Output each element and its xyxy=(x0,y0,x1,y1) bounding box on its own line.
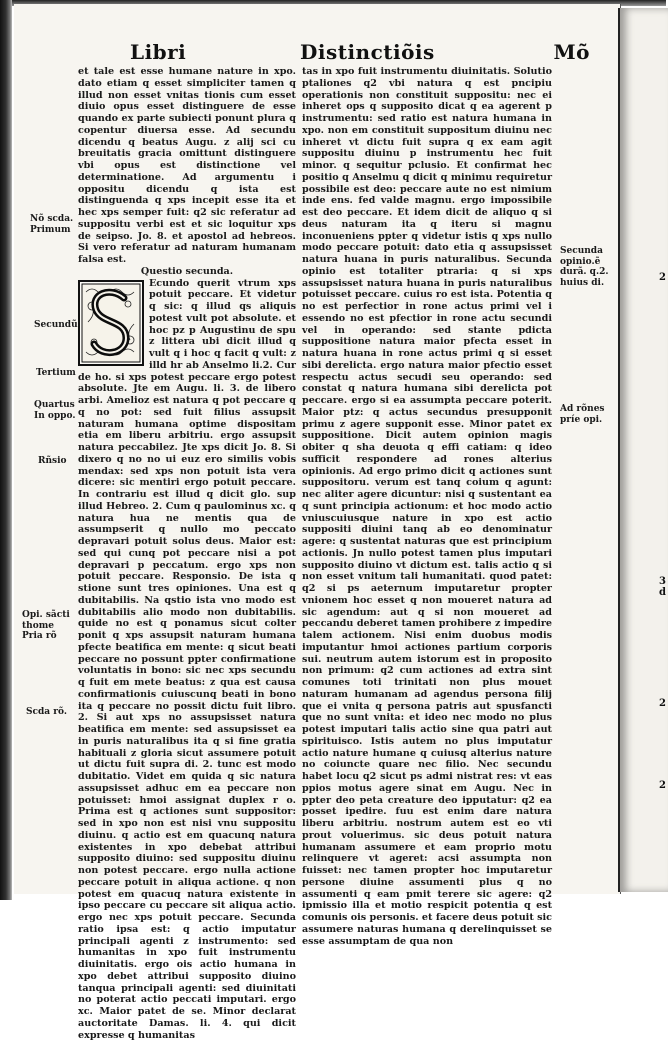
left-column-text-body xyxy=(78,278,296,1041)
margin-gloss-opinio-thome: Opi. sãcti thome Pria rõ xyxy=(22,610,70,642)
margin-gloss-quartus: Quartus In oppo. xyxy=(34,400,75,421)
margin-gloss-tertium: Tertium xyxy=(36,368,76,379)
margin-gloss-secunda-ratio: Scda rõ. xyxy=(26,707,67,718)
margin-gloss-ad-rones: Ad rõnes príe opi. xyxy=(560,404,605,425)
scan-edge-left xyxy=(0,0,12,900)
left-column-continuation: Ecundo querit vtrum xps potuit peccare. Et videtur q sic: q illud qs aliquis potest vult pot absolute. et hoc pz p Augustinu de spu z littera ubi dicit illud q vult q i hoc q facit q vult: z illd hr ab Anselmo li.2. Cur de ho. si xps potest peccare ergo potest absolute. Jte em Augu. li. 3. de libero arbi. Amelioz est natura q pot peccare q q no pot: sed fuit filius assupsit naturam humana optime dispositam etia em liberu arbitriu. ergo assupsit natura peccabilez. Jte xps dicit Jo. 8. Si dixero q no no ui euz ero similis vobis mendax: sed xps non potuit ista vera dicere: sic mentiri ergo potuit peccare. In contrariu est illud q dicit glo. sup illud Hebreo. 2. Cum q paulominus xc. q natura hua ne mentis qua de assumpserit q nullo mo peccato depravari potuit solus deus. Maior est: sed qui cunq pot peccare nisi a pot depravari p peccatum. ergo xps non potuit peccare. Responsio. De ista q stione sunt tres opiniones. Una est q dubitabilis. Na qstio ista vno modo est dubitabilis alio modo non dubitabilis. quide no est q ponamus sicut colter ponit q xps assupsit naturam humana pfecte beatifica em mente: q sicut beati peccare no possunt ppter confirmatione voluntatis in bono: sic nec xps secundu q fuit em mete beatus: z qua est causa confirmationis cuiuscunq beati in bono ita q peccare no possit dictu fuit libro. 2. Si aut xps no assupsisset natura beatifica em mente: sed assupsisset ea in puris naturalibus ita q si fine gratia habituali z gloria sicut assumere potuit ut dictu fuit supra di. 2. tunc est modo dubitatio. Videt em quida q sic natura assupsisset adhuc em ea peccare non potuisset: hmoi assignat duplex r o. Prima est q actiones sunt suppositor: sed in xpo non est nisi vnu suppositu diuinu. q actio est em quacunq natura existentes in xpo debebat attribui supposito diuino: sed suppositu diuinu non potest peccare. ergo nulla actione peccare potuit in aliqua actione. q non potest em quacuq natura existente in ipso peccare cu peccare sit aliqua actio. ergo nec xps potuit peccare. Secunda ratio ipsa est: q actio imputatur principali agenti z instrumento: sed humanitas in xpo fuit instrumentu diuinitatis. ergo ois actio humana in xpo debet attribui supposito diuino tanqua principali agenti: sed diuinitati no poterat actio peccati imputari. ergo xc. Maior patet de se. Minor declarat auctoritate Damas. li. 4. qui dicit expresse q humanitas xyxy=(78,278,296,1041)
right-text-column xyxy=(302,66,552,886)
running-head-right: Mõ xyxy=(554,40,590,64)
margin-gloss-primum: Nõ scda. Primum xyxy=(30,214,73,235)
adjacent-page-edge xyxy=(618,8,668,892)
margin-gloss-responsio: Rñsio xyxy=(38,456,67,467)
adjacent-page-mark: 2 xyxy=(659,780,666,791)
margin-gloss-secundum: Secundũ xyxy=(34,320,78,331)
running-head xyxy=(120,40,590,66)
adjacent-page-mark: 2 xyxy=(659,698,666,709)
left-column-text-top: et tale est esse humane nature in xpo. dato etiam q esset simpliciter tamen q illud non esset vnitas tionis cum esset diuio opus esset distinguere de esse quando ex parte subiecti ponunt plura q copentur diuersa esse. Ad secundu dicendu q beatus Augu. z alij sci cu breuitatis gracia omittunt distinguere vbi opus est distinctione vel determinatione. Ad argumentu i oppositu dicendu q ista est distinguenda q xps incepit esse ita et hec xps semper fuit: q2 sic referatur ad suppositu verbi est et sic loquitur xps de seipso. Jo. 8. et apostol ad hebreos. Si vero referatur ad naturam humanam falsa est. xyxy=(78,66,296,266)
right-column-text: tas in xpo fuit instrumentu diuinitatis. Solutio ptaliones q2 vbi natura q est pncipiu operationis non constituit suppositu: nec ei inheret ops q supposito dicat q ea agerent p instrumentu: sed ratio est natura humana in xpo. non em constituit suppositum diuinu nec inheret vt dictu fuit supra q ex eam agit suppositu diuinu p instrumentu hec fuit minor. q sequitur pclusio. Et confirmat hec positio q Anselmu q dicit q minimu requiretur possibile est deo: peccare aute no est nimium inde ens. fed valde magnu. ergo impossibile est deo peccare. Et idem dicit de aliquo q si deus naturam ita q iteru si magnu inconueniens ppter q videtur istis q xps nullo modo peccare potuit: dato etia q assupsisset natura huana in puris naturalibus. Secunda opinio est totaliter ptraria: q si xps assupsisset natura huana in puris naturalibus potuisset peccare. cuius ro est ista. Potentia q no est perfectior in rone actus primi vel i essendo no est pfectior in rone actu secundi vel in operando: sed stante pdicta suppositione natura maior pfecta esset in natura huana in rone actus primi q si esset sibi derelicta. ergo natura maior pfectio esset respectu actus secudi seu operando: sed constat q natura humana sibi derelicta pot peccare. ergo si ea assumpta peccare poterit. Maior ptz: q actus secundus presupponit primu z agere supponit esse. Minor patet ex suppositione. Dicit autem opinion magis obiter q sha deuota q effi catiam: q ideo sufficit respondere ad rones alterius opinionis. Ad ergo primo dicit q actiones sunt suppositoru. verum est tanq coium q agunt: nec aliter agere dicuntur: nisi q sustentant ea q sunt principia actionum: et hoc modo actio vniuscuiusque nature in xpo est actio suppositi diuini tanq ab eo denominatur agere: q sustentat naturas que est principium actionis. Jn nullo potest tamen plus imputari supposito diuino vt dictum est. talis actio q si non esset vnitum tali humanitati. quod patet: q2 si ps aeternum imputaretur propter vnionem hoc esset q non moueret natura ad sic agendum: aut q si non moueret ad peccandu deberet tamen prohibere z impedire talem actionem. Nisi enim duobus modis imputantur hmoi actiones partium corporis sui. neutrum autem istorum est in proposito non primum: q2 cum actiones ad extra sint comunes toti trinitati non plus mouet naturam humanam ad agendus persona filij que ei vnita q persona patris aut spusfancti que no sunt vnita: et ideo nec modo no plus potest imputari talis actio sine qua patri aut spirituisco. Istis autem no plus imputatur actio nature humane q cuiusq alterius nature no coiuncte quare nec filio. Nec secundu habet locu q2 sicut ps admi nistrat res: vt eas ppios motus agere sinat em Augu. Nec in ppter deo peta creature deo ipputatur: q2 ea posset ipedire. fuu est enim dare natura liberu arbitriu. nostrum autem est eo vti prout voluerimus. sic deus potuit natura humanam assumere et eam proprio motu relinquere vt ageret: acsi assumpta non fuisset: nec tamen propter hoc imputaretur persone diuine assumenti plus q no assumenti q eam pmit terere sic agere: q2 ipmissio illa et motio respicit potentia q est comunis ois personis. et facere deus potuit sic assumere naturas humana q derelinquisset se esse assumptam de qua non xyxy=(302,66,552,947)
running-head-center: Distinctiõis xyxy=(300,40,435,64)
adjacent-page-mark: 3 d xyxy=(659,576,666,598)
question-heading: Questio secunda. xyxy=(78,266,296,278)
decorated-initial-s-icon xyxy=(78,280,144,366)
adjacent-page-mark: 2 xyxy=(659,272,666,283)
left-text-column xyxy=(78,66,296,878)
margin-gloss-secunda-opinio: Secunda opinio.ẽ durã. q.2. huius di. xyxy=(560,246,609,288)
running-head-left: Libri xyxy=(130,40,186,64)
